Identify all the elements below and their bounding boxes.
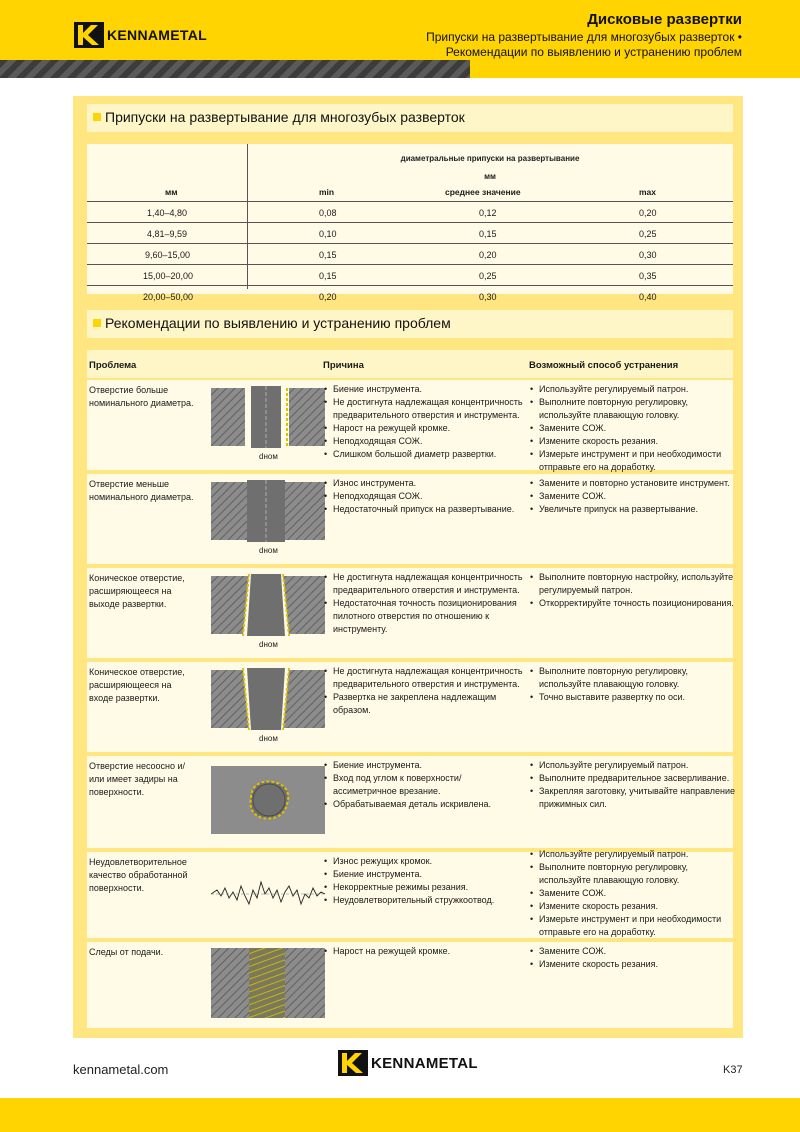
- cell-min: 0,15: [319, 271, 337, 281]
- cell-range: 4,81–9,59: [147, 229, 188, 239]
- list-item: • Выполните повторную регулировку, используйте плавающую головку.: [529, 665, 735, 691]
- cell-mean: 0,12: [479, 208, 497, 218]
- list-item: • Вход под углом к поверхности/ ассиметричное врезание.: [323, 772, 523, 798]
- list-item: • Выполните повторную регулировку, используйте плавающую головку.: [529, 396, 735, 422]
- allowances-caption-unit: мм: [484, 172, 496, 181]
- cause-list: [323, 383, 523, 461]
- fix-list: [529, 848, 735, 939]
- dnom-label: dном: [259, 734, 278, 743]
- allowances-section-title: Припуски на развертывание для многозубых разверток: [105, 109, 465, 125]
- section-square-icon: [93, 319, 101, 327]
- cause-list: [323, 945, 523, 958]
- col-cause: Причина: [323, 360, 364, 371]
- list-item: • Биение инструмента.: [323, 383, 523, 396]
- problem-row: [87, 662, 733, 752]
- problem-row: [87, 568, 733, 658]
- list-item: • Измерьте инструмент и при необходимости отправьте его на доработку.: [529, 448, 735, 474]
- cause-list: [323, 665, 523, 717]
- footer-logo: [338, 1050, 478, 1076]
- cell-range: 9,60–15,00: [145, 250, 191, 260]
- header-titles: [426, 11, 742, 60]
- page-subtitle-2: Рекомендации по выявлению и устранению проблем: [445, 45, 742, 59]
- list-item: • Не достигнута надлежащая концентричность предварительного отверстия и инструмента.: [323, 665, 523, 691]
- table-row: [87, 223, 733, 244]
- cause-list: [323, 855, 523, 907]
- cell-range: 1,40–4,80: [147, 208, 188, 218]
- col-min: min: [319, 187, 335, 197]
- fix-list: [529, 945, 735, 971]
- page-title: Дисковые развертки: [587, 11, 742, 28]
- surface-roughness-diagram: [211, 868, 325, 918]
- cell-min: 0,10: [319, 229, 337, 239]
- problem-text: Коническое отверстие, расширяющееся на выходе развертки.: [89, 573, 185, 609]
- exit-taper-diagram: [211, 574, 325, 638]
- list-item: • Замените и повторно установите инструмент.: [529, 477, 735, 490]
- list-item: • Слишком большой диаметр развертки.: [323, 448, 523, 461]
- problem-text: Отверстие несоосно и/ или имеет задиры на поверхности.: [89, 761, 186, 797]
- list-item: • Измените скорость резания.: [529, 900, 735, 913]
- entry-taper-diagram: [211, 668, 325, 732]
- list-item: • Неподходящая СОЖ.: [323, 490, 523, 503]
- list-item: • Развертка не закреплена надлежащим образом.: [323, 691, 523, 717]
- cell-min: 0,20: [319, 292, 337, 302]
- dnom-label: dном: [259, 452, 278, 461]
- list-item: • Выполните предварительное засверливание.: [529, 772, 735, 785]
- footer-website: kennametal.com: [73, 1062, 169, 1077]
- footer-bar: [0, 1098, 800, 1132]
- list-item: • Измените скорость резания.: [529, 958, 735, 971]
- allowances-table: [87, 144, 733, 302]
- list-item: • Измерьте инструмент и при необходимости отправьте его на доработку.: [529, 913, 735, 939]
- list-item: • Замените СОЖ.: [529, 887, 735, 900]
- list-item: • Обрабатываемая деталь искривлена.: [323, 798, 523, 811]
- allowances-section-header: [87, 104, 733, 132]
- fix-list: [529, 383, 735, 474]
- list-item: • Не достигнута надлежащая концентричность предварительного отверстия и инструмента.: [323, 396, 523, 422]
- list-item: • Недостаточный припуск на развертывание.: [323, 503, 523, 516]
- oversize-hole-diagram: [211, 386, 325, 450]
- problem-text: Неудовлетворительное качество обработанной поверхности.: [89, 857, 188, 893]
- col-max: max: [639, 187, 657, 197]
- feed-marks-diagram: [211, 948, 325, 1018]
- col-mean: среднее значение: [445, 187, 521, 197]
- list-item: • Точно выставите развертку по оси.: [529, 691, 735, 704]
- table-row: [87, 265, 733, 286]
- list-item: • Износ режущих кромок.: [323, 855, 523, 868]
- dnom-label: dном: [259, 546, 278, 555]
- cell-mean: 0,25: [479, 271, 497, 281]
- cell-min: 0,15: [319, 250, 337, 260]
- cell-mean: 0,30: [479, 292, 497, 302]
- fix-list: [529, 571, 735, 610]
- allowances-header-row: [87, 181, 733, 202]
- list-item: • Недостаточная точность позиционирования пилотного отверстия по отношению к инструменту.: [323, 597, 523, 636]
- list-item: • Используйте регулируемый патрон.: [529, 383, 735, 396]
- section-square-icon: [93, 113, 101, 121]
- cell-max: 0,35: [639, 271, 657, 281]
- cell-min: 0,08: [319, 208, 337, 218]
- cell-max: 0,25: [639, 229, 657, 239]
- cause-list: [323, 759, 523, 811]
- col-fix: Возможный способ устранения: [529, 360, 679, 371]
- col-size: мм: [165, 187, 178, 197]
- list-item: • Закрепляя заготовку, учитывайте направление прижимных сил.: [529, 785, 735, 811]
- page-subtitle-1: Припуски на развертывание для многозубых разверток •: [426, 30, 742, 44]
- list-item: • Биение инструмента.: [323, 868, 523, 881]
- problem-row: [87, 942, 733, 1028]
- list-item: • Износ инструмента.: [323, 477, 523, 490]
- problem-text: Отверстие больше номинального диаметра.: [89, 385, 194, 408]
- list-item: • Выполните повторную настройку, используйте регулируемый патрон.: [529, 571, 735, 597]
- fix-list: [529, 759, 735, 811]
- list-item: • Замените СОЖ.: [529, 422, 735, 435]
- list-item: • Некорректные режимы резания.: [323, 881, 523, 894]
- problem-row: [87, 474, 733, 564]
- cell-max: 0,30: [639, 250, 657, 260]
- allowances-caption: диаметральные припуски на развертывание: [400, 154, 580, 163]
- header-logo: [74, 22, 207, 48]
- list-item: • Замените СОЖ.: [529, 490, 735, 503]
- list-item: • Измените скорость резания.: [529, 435, 735, 448]
- list-item: • Откорректируйте точность позиционирования.: [529, 597, 735, 610]
- problem-row: [87, 380, 733, 470]
- list-item: • Нарост на режущей кромке.: [323, 422, 523, 435]
- table-row: [87, 202, 733, 223]
- header-stripe: [0, 60, 800, 78]
- kennametal-k-icon: [338, 1050, 368, 1076]
- kennametal-k-icon: [74, 22, 104, 48]
- fix-list: [529, 477, 735, 516]
- problem-row: [87, 849, 733, 938]
- list-item: • Не достигнута надлежащая концентричность предварительного отверстия и инструмента.: [323, 571, 523, 597]
- list-item: • Используйте регулируемый патрон.: [529, 759, 735, 772]
- cell-range: 20,00–50,00: [143, 292, 194, 302]
- footer-brand: KENNAMETAL: [371, 1054, 478, 1072]
- cause-list: [323, 477, 523, 516]
- cell-mean: 0,15: [479, 229, 497, 239]
- content-panel: [73, 96, 743, 1038]
- list-item: • Неподходящая СОЖ.: [323, 435, 523, 448]
- problem-text: Отверстие меньше номинального диаметра.: [89, 479, 194, 502]
- header-brand: KENNAMETAL: [107, 27, 207, 43]
- cell-max: 0,40: [639, 292, 657, 302]
- problems-header-row: [87, 350, 733, 378]
- list-item: • Выполните повторную регулировку, используйте плавающую головку.: [529, 861, 735, 887]
- list-item: • Увеличьте припуск на развертывание.: [529, 503, 735, 516]
- dnom-label: dном: [259, 640, 278, 649]
- list-item: • Используйте регулируемый патрон.: [529, 848, 735, 861]
- problems-section-header: [87, 310, 733, 338]
- cell-range: 15,00–20,00: [143, 271, 194, 281]
- cause-list: [323, 571, 523, 636]
- fix-list: [529, 665, 735, 704]
- table-row: [87, 244, 733, 265]
- misaligned-hole-diagram: [211, 762, 325, 838]
- page-number: K37: [723, 1064, 743, 1076]
- problem-row: [87, 756, 733, 848]
- cell-max: 0,20: [639, 208, 657, 218]
- undersize-hole-diagram: [211, 480, 325, 544]
- cell-mean: 0,20: [479, 250, 497, 260]
- problems-section-title: Рекомендации по выявлению и устранению проблем: [105, 315, 451, 331]
- list-item: • Биение инструмента.: [323, 759, 523, 772]
- list-item: • Неудовлетворительный стружкоотвод.: [323, 894, 523, 907]
- list-item: • Нарост на режущей кромке.: [323, 945, 523, 958]
- col-problem: Проблема: [89, 360, 137, 371]
- problem-text: Коническое отверстие, расширяющееся на входе развертки.: [89, 667, 185, 703]
- list-item: • Замените СОЖ.: [529, 945, 735, 958]
- table-row: [87, 286, 733, 307]
- problem-text: Следы от подачи.: [89, 947, 164, 957]
